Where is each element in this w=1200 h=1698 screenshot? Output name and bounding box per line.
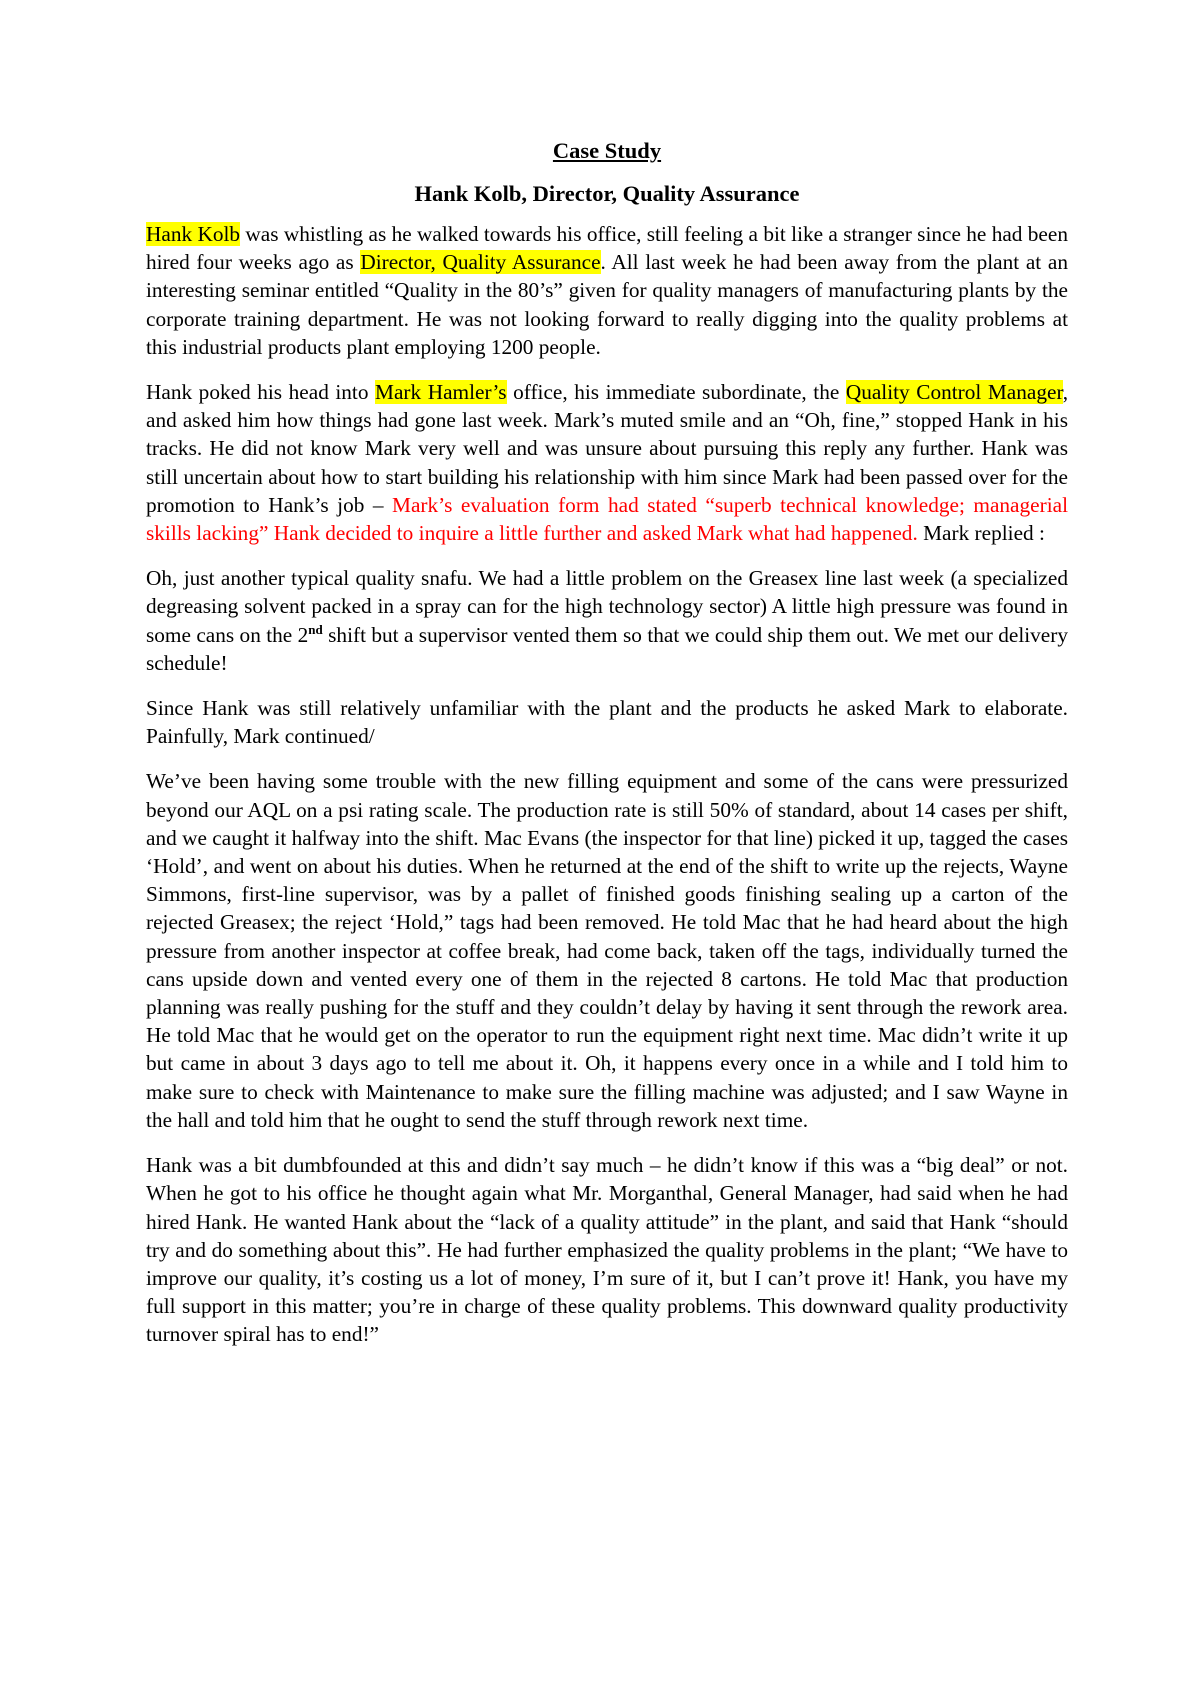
paragraph-1: [146, 220, 1068, 361]
paragraph-6: Hank was a bit dumbfounded at this and didn’t say much – he didn’t know if this was a “big deal” or not. When he got to his office he thought again what Mr. Morganthal, General Manager, had said when he had hired Hank. He wanted Hank about the “lack of a quality attitude” in the plant, and said that Hank “should try and do something about this”. He had further emphasized the quality problems in the plant; “We have to improve our quality, it’s costing us a lot of money, I’m sure of it, but I can’t prove it! Hank, you have my full support in this matter; you’re in charge of these quality problems. This downward quality productivity turnover spiral has to end!”: [146, 1153, 1068, 1347]
red-emphasis-text: Mark’s evaluation form had stated “superb technical knowledge; managerial skills lacking” Hank decided to inquire a little further and asked Mark what had happened.: [146, 492, 1068, 546]
document-title: Case Study: [552, 138, 662, 163]
highlight-qc-manager-role: Quality Control Manager: [845, 380, 1063, 405]
paragraph-2-text-d: Mark replied :: [917, 521, 1045, 546]
paragraph-3-text-b: shift but a supervisor vented them so that we could ship them out. We met our delivery schedule!: [146, 622, 1068, 675]
paragraph-1-text-b: . All last week he had been away from the plant at an interesting seminar entitled “Quality in the 80’s” given for quality managers of manufacturing plants by the corporate training department. He was not looking forward to really digging into the quality problems at this industrial products plant employing 1200 people.: [146, 250, 1068, 359]
paragraph-2-text-c: , and asked him how things had gone last week. Mark’s muted smile and an “Oh, fine,” stopped Hank in his tracks. He did not know Mark very well and was unsure about pursuing this reply any further. Hank was still uncertain about how to start building his relationship with him since Mark had been passed over for the promotion to Hank’s job –: [146, 380, 1069, 517]
document-body: [146, 136, 1068, 1366]
paragraph-1-text-a: was whistling as he walked towards his office, still feeling a bit like a stranger since he had been hired four weeks ago as: [146, 222, 1068, 275]
paragraph-2-text-a: Hank poked his head into: [146, 380, 376, 405]
paragraph-3-text-a: Oh, just another typical quality snafu. We had a little problem on the Greasex line last week (a specialized degreasing solvent packed in a spray can for the high technology sector) A little high pressure was found in some cans on the 2: [146, 566, 1068, 647]
paragraph-3: [146, 564, 1068, 677]
paragraph-5: We’ve been having some trouble with the new filling equipment and some of the cans were pressurized beyond our AQL on a psi rating scale. The production rate is still 50% of standard, about 14 cases per shift, and we caught it halfway into the shift. Mac Evans (the inspector for that line) picked it up, tagged the cases ‘Hold’, and went on about his duties. When he returned at the end of the shift to write up the rejects, Wayne Simmons, first-line supervisor, was by a pallet of finished goods finishing sealing up a carton of the rejected Greasex; the reject ‘Hold,” tags had been removed. He told Mac that he had heard about the high pressure from another inspector at coffee break, had come back, taken off the tags, individually turned the cans upside down and vented every one of them in the rejected 8 cartons. He told Mac that production planning was really pushing for the stuff and they couldn’t delay by having it sent through the rework area. He told Mac that he would get on the operator to run the equipment right next time. Mac didn’t write it up but came in about 3 days ago to tell me about it. Oh, it happens every once in a while and I told him to make sure to check with Maintenance to make sure the filling machine was adjusted; and I saw Wayne in the hall and told him that he ought to send the stuff through rework next time.: [146, 769, 1068, 1132]
paragraph-4: Since Hank was still relatively unfamiliar with the plant and the products he asked Mark to elaborate. Painfully, Mark continued/: [146, 696, 1068, 749]
paragraph-2-text-b: office, his immediate subordinate, the: [506, 380, 846, 405]
highlight-mark-hamler: Mark Hamler’s: [375, 380, 507, 405]
highlight-hank-kolb: Hank Kolb: [146, 222, 241, 246]
highlight-director-role: Director, Quality Assurance: [360, 250, 601, 275]
document-subtitle: Hank Kolb, Director, Quality Assurance: [414, 181, 800, 206]
ordinal-superscript: nd: [308, 621, 323, 637]
paragraph-2: [146, 378, 1068, 547]
